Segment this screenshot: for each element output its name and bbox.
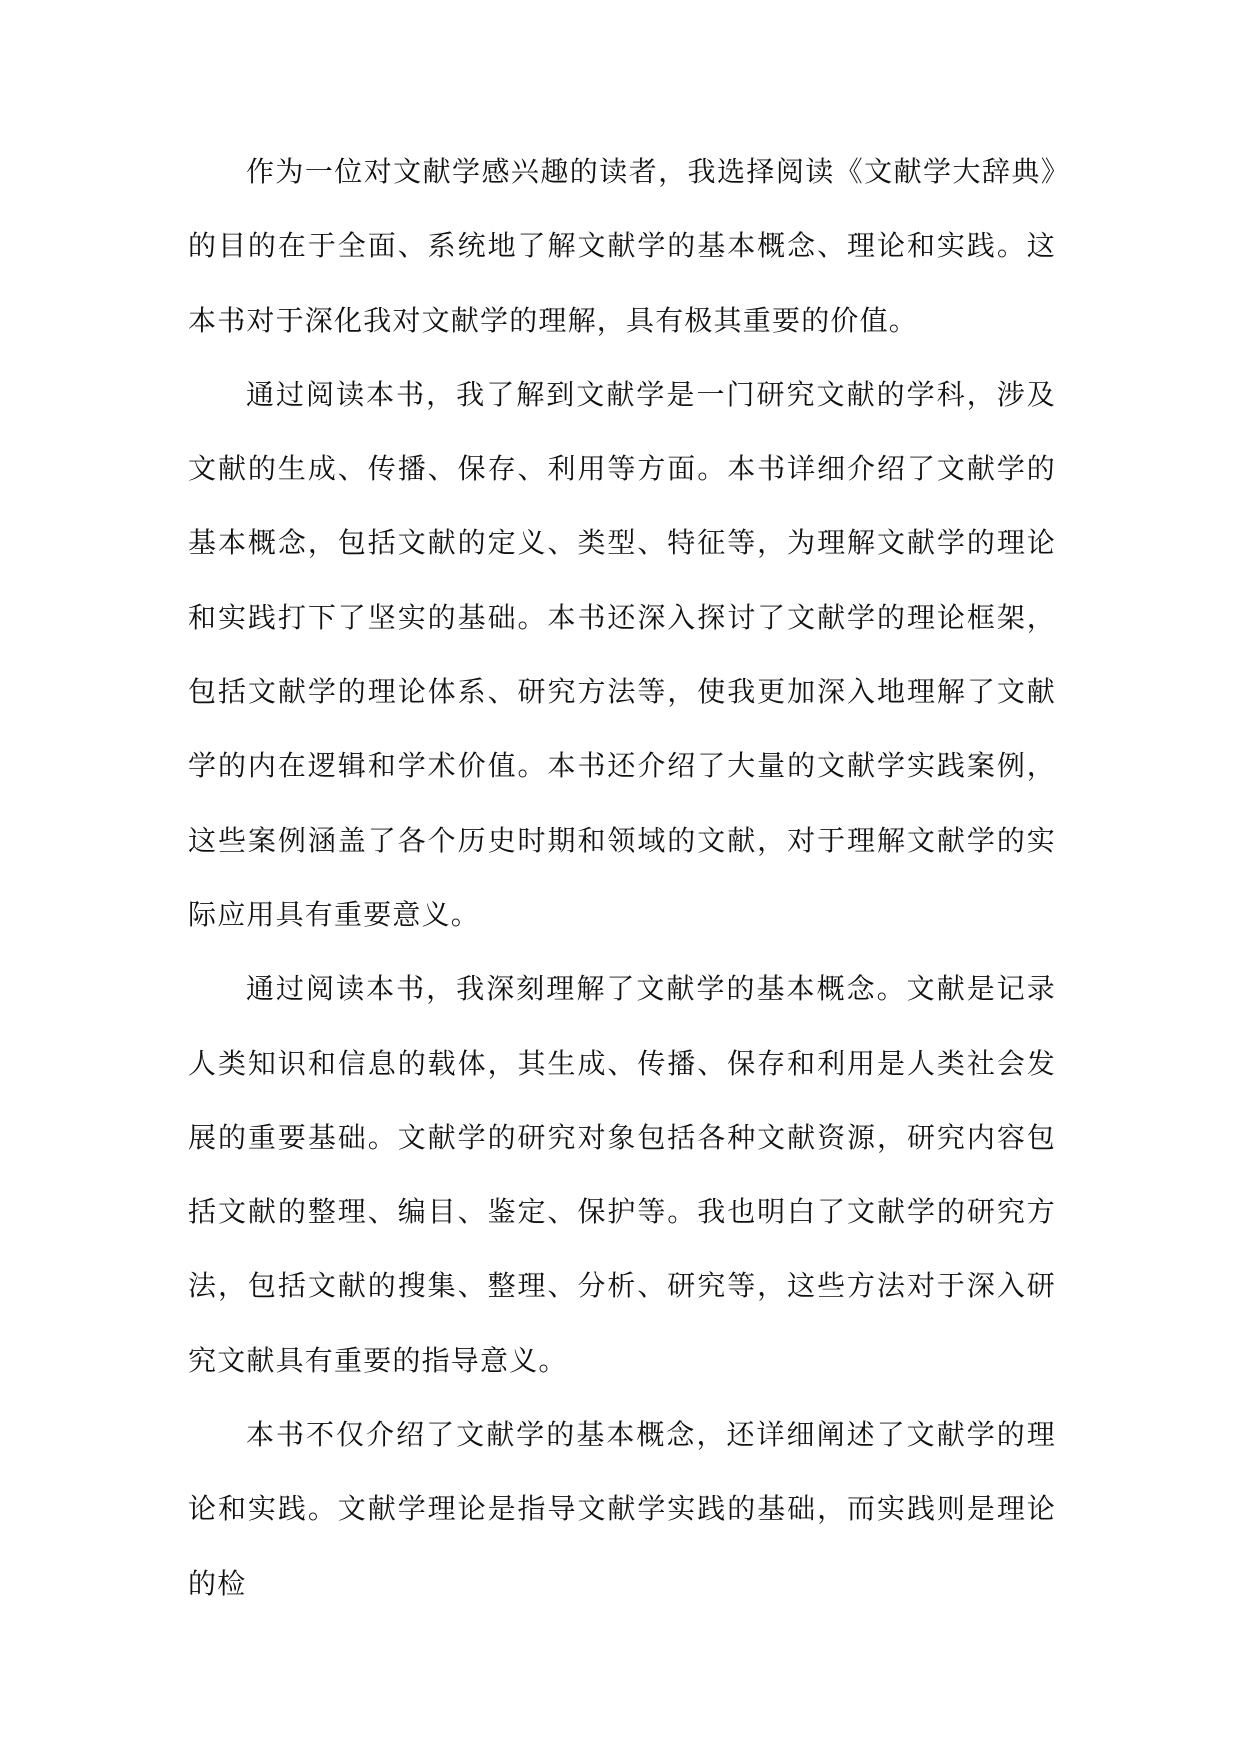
paragraph-1: 作为一位对文献学感兴趣的读者，我选择阅读《文献学大辞典》的目的在于全面、系统地了解文献学的基本概念、理论和实践。这本书对于深化我对文献学的理解，具有极其重要的价值。 bbox=[188, 155, 1056, 337]
paragraph-3: 通过阅读本书，我深刻理解了文献学的基本概念。文献是记录人类知识和信息的载体，其生成、传播、保存和利用是人类社会发展的重要基础。文献学的研究对象包括各种文献资源，研究内容包括文献的整理、编目、鉴定、保护等。我也明白了文献学的研究方法，包括文献的搜集、整理、分析、研究等，这些方法对于深入研究文献具有重要的指导意义。 bbox=[188, 972, 1056, 1377]
paragraph-2: 通过阅读本书，我了解到文献学是一门研究文献的学科，涉及文献的生成、传播、保存、利用等方面。本书详细介绍了文献学的基本概念，包括文献的定义、类型、特征等，为理解文献学的理论和实践打下了坚实的基础。本书还深入探讨了文献学的理论框架，包括文献学的理论体系、研究方法等，使我更加深入地理解了文献学的内在逻辑和学术价值。本书还介绍了大量的文献学实践案例，这些案例涵盖了各个历史时期和领域的文献，对于理解文献学的实际应用具有重要意义。 bbox=[188, 377, 1056, 931]
paragraph-4: 本书不仅介绍了文献学的基本概念，还详细阐述了文献学的理论和实践。文献学理论是指导文献学实践的基础，而实践则是理论的检 bbox=[188, 1418, 1056, 1600]
document-body bbox=[188, 135, 1056, 1621]
